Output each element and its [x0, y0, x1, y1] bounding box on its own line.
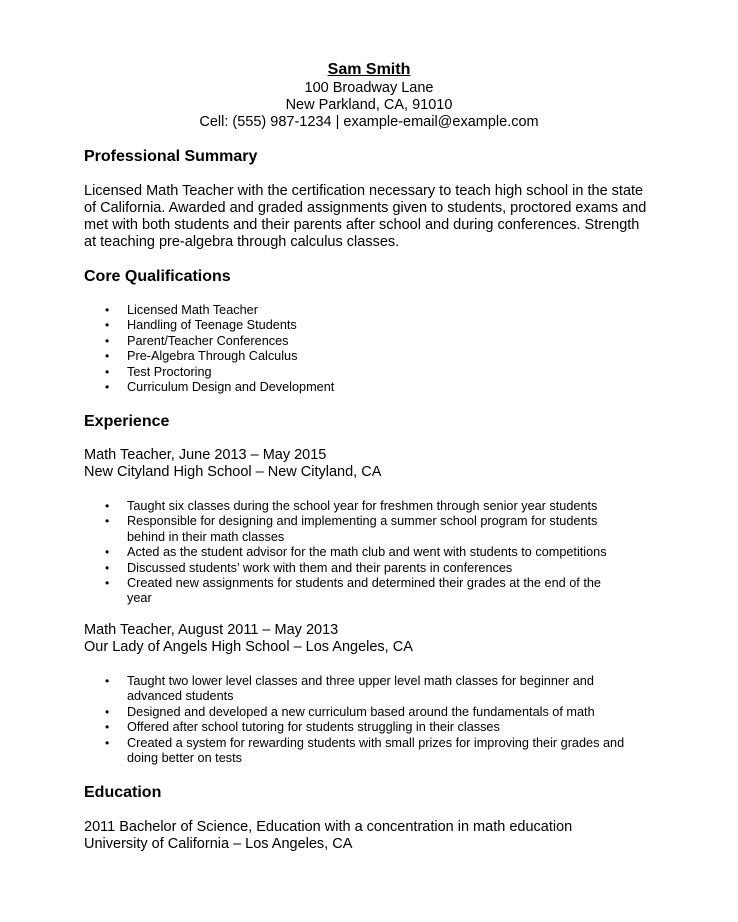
list-item-text: Discussed students’ work with them and their parents in conferences — [127, 560, 513, 575]
school-line: University of California – Los Angeles, CA — [84, 836, 353, 852]
list-item-text: Designed and developed a new curriculum based around the fundamentals of math — [127, 704, 595, 719]
list-item-text: Taught two lower level classes and three upper level math classes for beginner and advanced students — [127, 674, 594, 704]
list-item-text: Taught six classes during the school year for freshmen through senior year students — [127, 499, 598, 513]
candidate-name: Sam Smith — [327, 61, 411, 78]
list-item-text: Responsible for designing and implementing a summer school program for students behind in their math classes — [127, 514, 598, 544]
summary-line: met with both students and their parents after school and during conferences. Strength — [84, 217, 640, 233]
bullet-icon: • — [105, 333, 110, 348]
bullet-icon: • — [105, 303, 110, 317]
list-item — [105, 560, 607, 576]
list-item-text: Acted as the student advisor for the math club and went with students to competitions — [127, 545, 607, 560]
bullet-icon: • — [105, 720, 110, 735]
address-line-1: 100 Broadway Lane — [304, 80, 434, 96]
list-item — [105, 576, 607, 607]
list-item-text: Test Proctoring — [127, 364, 212, 379]
job-role: Math Teacher, August 2011 – May 2013 — [84, 622, 339, 638]
job-organization: Our Lady of Angels High School – Los Angeles, CA — [84, 639, 413, 655]
address-line-2: New Parkland, CA, 91010 — [285, 97, 453, 113]
list-item — [105, 514, 607, 545]
education-heading: Education — [84, 784, 162, 801]
list-item-text: Created a system for rewarding students with small prizes for improving their grades and doing better on tests — [127, 735, 625, 766]
bullet-icon: • — [105, 545, 110, 560]
list-item-text: Pre-Algebra Through Calculus — [127, 349, 298, 364]
list-item-text: Offered after school tutoring for students struggling in their classes — [127, 720, 500, 735]
contact-line: Cell: (555) 987-1234 | example-email@example.com — [199, 114, 539, 130]
job-role: Math Teacher, June 2013 – May 2015 — [84, 447, 327, 463]
list-item — [105, 333, 334, 349]
bullet-icon: • — [105, 514, 110, 529]
list-item — [105, 545, 607, 560]
summary-heading: Professional Summary — [84, 148, 258, 165]
list-item-text: Handling of Teenage Students — [127, 318, 297, 333]
list-item — [105, 704, 624, 720]
bullet-icon: • — [105, 735, 110, 750]
degree-line: 2011 Bachelor of Science, Education with a concentration in math education — [84, 819, 573, 835]
bullet-icon: • — [105, 364, 110, 379]
list-item-text: Licensed Math Teacher — [127, 303, 258, 317]
list-item-text: Created new assignments for students and determined their grades at the end of the year — [127, 576, 601, 606]
list-item — [105, 303, 334, 318]
summary-line: Licensed Math Teacher with the certification necessary to teach high school in the state — [84, 183, 644, 199]
list-item — [105, 735, 625, 767]
list-item — [105, 318, 334, 333]
job-heading — [84, 622, 664, 656]
list-item — [105, 349, 334, 364]
list-item — [105, 499, 607, 514]
summary-line: at teaching pre-algebra through calculus classes. — [84, 234, 400, 250]
bullet-icon: • — [105, 318, 110, 333]
list-item-text: Curriculum Design and Development — [127, 380, 335, 395]
bullet-icon: • — [105, 674, 110, 688]
list-item — [105, 674, 624, 705]
bullet-icon: • — [105, 499, 110, 513]
qualifications-heading: Core Qualifications — [84, 268, 231, 285]
summary-paragraph — [84, 183, 664, 251]
job-duties-list — [105, 499, 607, 607]
list-item — [105, 720, 624, 735]
bullet-icon: • — [105, 380, 110, 395]
summary-line: of California. Awarded and graded assignments given to students, proctored exams and — [84, 200, 647, 216]
qualifications-list — [105, 303, 335, 395]
list-item — [105, 380, 335, 395]
resume-header — [0, 60, 738, 131]
bullet-icon: • — [105, 704, 110, 719]
education-entry — [84, 819, 664, 853]
list-item — [105, 364, 334, 380]
job-organization: New Cityland High School – New Cityland, CA — [84, 464, 382, 480]
bullet-icon: • — [105, 349, 110, 364]
experience-heading: Experience — [84, 413, 170, 430]
bullet-icon: • — [105, 560, 110, 575]
job-duties-list — [105, 674, 625, 766]
list-item-text: Parent/Teacher Conferences — [127, 333, 289, 348]
job-heading — [84, 447, 664, 481]
bullet-icon: • — [105, 576, 110, 591]
